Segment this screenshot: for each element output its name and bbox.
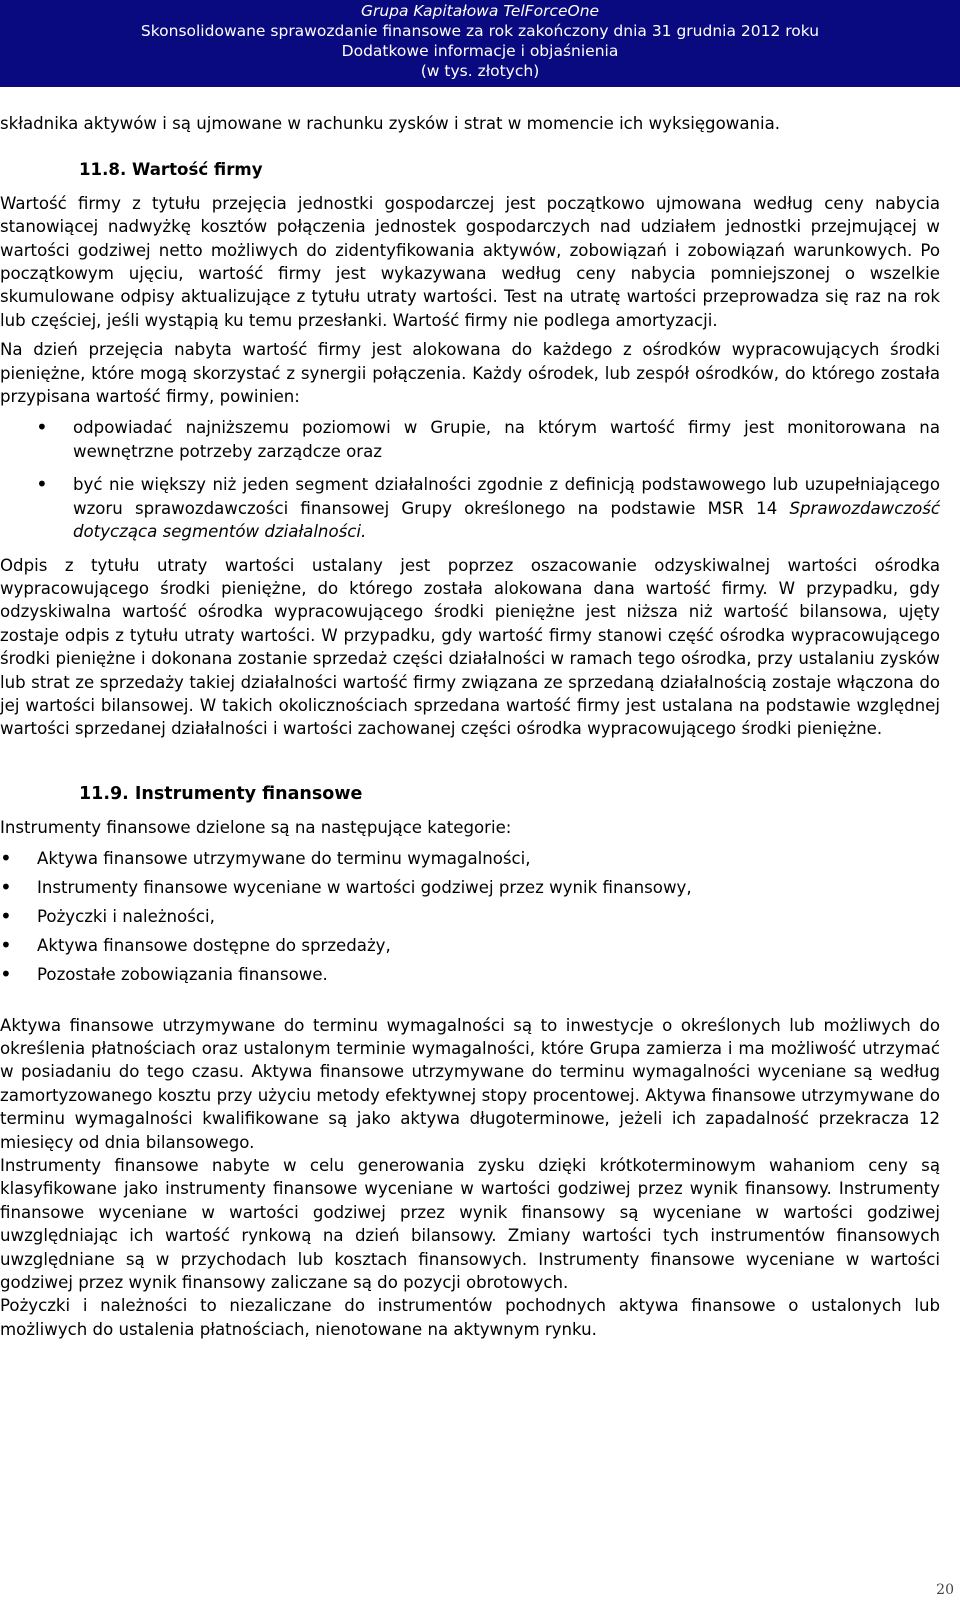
header-section: Dodatkowe informacje i objaśnienia [341, 42, 619, 60]
document-header [0, 0, 960, 87]
bullet2-text: być nie większy niż jeden segment działalności zgodnie z definicją podstawowego lub uzupełniającego wzoru sprawozdawczości finansowej Grupy określonego na podstawie MSR 14 [73, 475, 940, 518]
heading-11-9: 11.9. Instrumenty finansowe [79, 783, 363, 804]
list-item: • Instrumenty finansowe wyceniane w wartości godziwej przez wynik finansowy, [0, 873, 940, 902]
intro-fragment: składnika aktywów i są ujmowane w rachunku zysków i strat w momencie ich wyksięgowania. [0, 114, 781, 133]
paragraph-htm: Aktywa finansowe utrzymywane do terminu wymagalności są to inwestycje o określonych lub możliwych do określenia płatnościach oraz ustalonym terminie wymagalności, które Grupa zamierza i ma możliwość utrzymać w posiadaniu do tego czasu. Aktywa finansowe utrzymywane do terminu wymagalności wyceniane są według zamortyzowanego kosztu przy użyciu metody efektywnej stopy procentowej. Aktywa finansowe utrzymywane do terminu wymagalności kwalifikowane są jako aktywa długoterminowe, jeżeli ich zapadalność przekracza 12 miesięcy od dnia bilansowego. [0, 1015, 940, 1152]
list-item: • odpowiadać najniższemu poziomowi w Grupie, na którym wartość firmy jest monitorowana na wewnętrzne potrzeby zarządcze oraz [0, 416, 940, 463]
header-report-title: Skonsolidowane sprawozdanie finansowe za rok zakończony dnia 31 grudnia 2012 roku [140, 22, 820, 40]
goodwill-requirements-list [0, 416, 940, 543]
heading-11-8: 11.8. Wartość firmy [79, 160, 263, 180]
header-units: (w tys. złotych) [420, 62, 540, 80]
paragraph-goodwill-3: Odpis z tytułu utraty wartości ustalany jest poprzez oszacowanie odzyskiwalnej wartości ośrodka wypracowującego środki pieniężne, do którego została alokowana dana wartość firmy. W przypadku, gdy odzyskiwalna wartość ośrodka wypracowującego środki pieniężne jest niższa niż wartość bilansowa, ujęty zostaje odpis z tytułu utraty wartości. W przypadku, gdy wartość firmy stanowi część ośrodka wypracowującego środki pieniężne i dokonana zostanie sprzedaż części działalności w ramach tego ośrodka, przy ustalaniu zysków lub strat ze sprzedaży takiej działalności wartość firmy związana ze sprzedaną działalnością zostaje włączona do jej wartości bilansowej. W takich okolicznościach sprzedana wartość firmy jest ustalana na podstawie względnej wartości sprzedanej działalności i wartości zachowanej części ośrodka wypracowującego środki pieniężne. [0, 555, 940, 739]
list-item: • Pozostałe zobowiązania finansowe. [0, 960, 940, 989]
list-item: • Pożyczki i należności, [0, 902, 940, 931]
paragraph-fvtpl: Instrumenty finansowe nabyte w celu generowania zysku dzięki krótkoterminowym wahaniom ceny są klasyfikowane jako instrumenty finansowe wyceniane w wartości godziwej przez wynik finansowy. Instrumenty finansowe wyceniane w wartości godziwej przez wynik finansowy są wyceniane w wartości godziwej uwzględniając ich wartość rynkową na dzień bilansowy. Zmiany wartości tych instrumentów finansowych uwzględniane są w przychodach lub kosztach finansowych. Instrumenty finansowe wyceniane w wartości godziwej przez wynik finansowy zaliczane są do pozycji obrotowych. [0, 1155, 940, 1292]
document-body [0, 112, 940, 1341]
list-item: • Aktywa finansowe dostępne do sprzedaży, [0, 931, 940, 960]
categories-list [0, 844, 940, 990]
paragraph-goodwill-1: Wartość firmy z tytułu przejęcia jednostki gospodarczej jest początkowo ujmowana według ceny nabycia stanowiącej nadwyżkę kosztów połączenia jednostek gospodarczych nad udziałem jednostki przejmującej w wartości godziwej netto możliwych do zidentyfikowania aktywów, zobowiązań i zobowiązań warunkowych. Po początkowym ujęciu, wartość firmy jest wykazywana według ceny nabycia pomniejszonej o wszelkie skumulowane odpisy aktualizujące z tytułu utraty wartości. Test na utratę wartości przeprowadza się raz na rok lub częściej, jeśli wystąpią ku temu przesłanki. Wartość firmy nie podlega amortyzacji. [0, 193, 940, 330]
bullet2-italic: Sprawozdawczość dotycząca segmentów działalności. [73, 498, 940, 542]
paragraph-categories-intro: Instrumenty finansowe dzielone są na następujące kategorie: [0, 818, 512, 838]
page-number: 20 [936, 1582, 954, 1598]
paragraph-goodwill-2: Na dzień przejęcia nabyta wartość firmy jest alokowana do każdego z ośrodków wypracowujących środki pieniężne, które mogą skorzystać z synergii połączenia. Każdy ośrodek, lub zespół ośrodków, do którego została przypisana wartość firmy, powinien: [0, 340, 940, 407]
header-company: Grupa Kapitałowa TelForceOne [360, 2, 600, 20]
list-item: • Aktywa finansowe utrzymywane do terminu wymagalności, [0, 844, 940, 873]
list-item [0, 473, 940, 543]
paragraph-loans: Pożyczki i należności to niezaliczane do instrumentów pochodnych aktywa finansowe o ustalonych lub możliwych do ustalenia płatnościach, nienotowane na aktywnym rynku. [0, 1296, 940, 1339]
